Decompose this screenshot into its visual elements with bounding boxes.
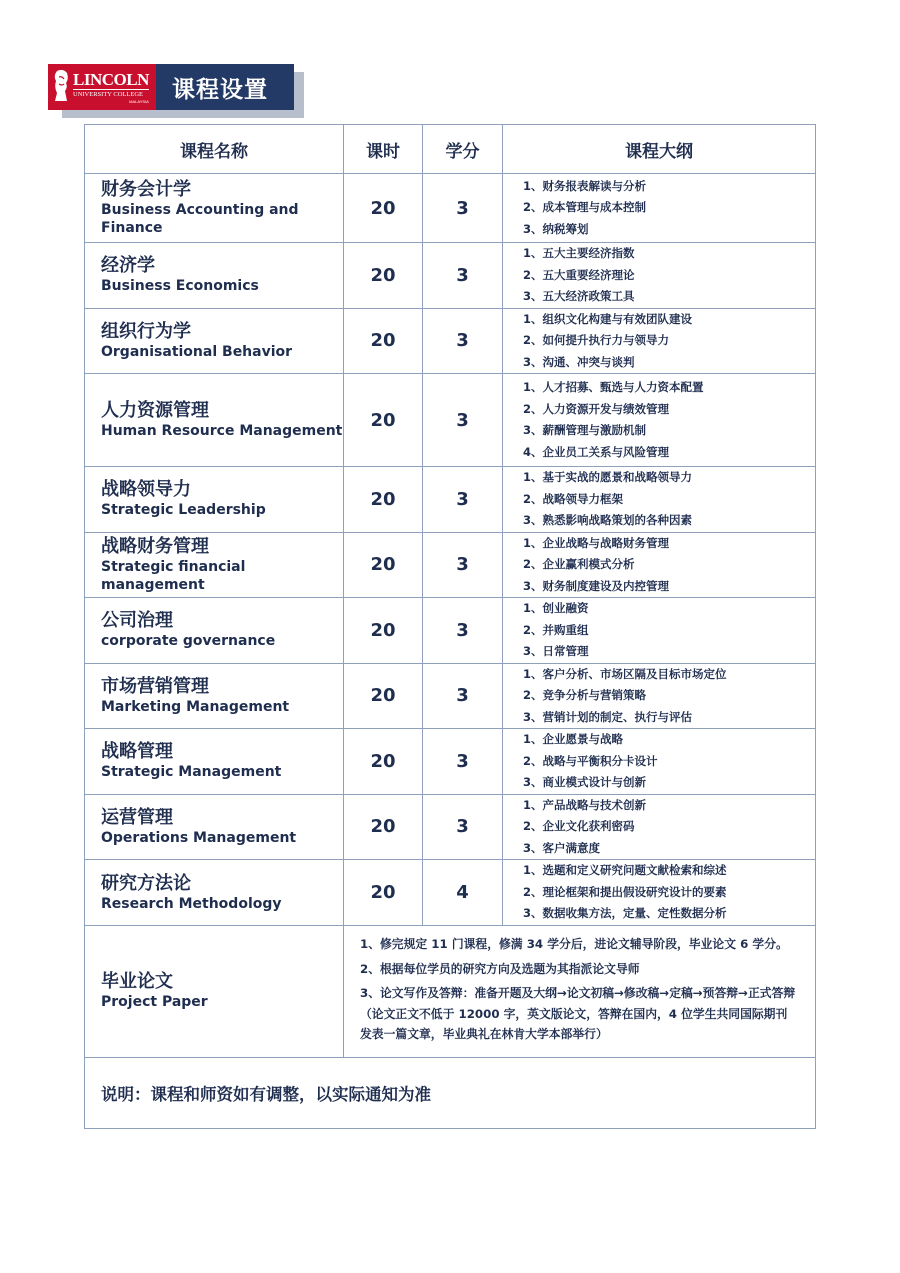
course-name-cell — [85, 532, 344, 598]
note-row — [85, 1057, 816, 1128]
paper-line: 2、根据每位学员的研究方向及选题为其指派论文导师 — [360, 961, 640, 976]
header-credits: 学分 — [423, 125, 503, 174]
paper-line: 3、论文写作及答辩：准备开题及大纲→论文初稿→修改稿→定稿→预答辩→正式答辩（论文正文不低于 12000 字，英文版论文，答辩在国内，4 位学生共同国际期刊发表一篇文章，毕业典礼在林肯大学本部举行） — [360, 986, 796, 1041]
outline-item: 1、企业愿景与战略 — [523, 732, 624, 746]
outline-item: 3、客户满意度 — [523, 840, 601, 855]
course-name-cell — [85, 174, 344, 243]
course-hours: 20 — [344, 598, 423, 664]
outline-item: 1、五大主要经济指数 — [523, 246, 635, 260]
course-title-en: corporate governance — [101, 633, 276, 650]
course-outline — [503, 532, 816, 598]
outline-item: 2、五大重要经济理论 — [523, 267, 635, 282]
course-title-cn: 财务会计学 — [101, 179, 191, 200]
paper-line: 1、修完规定 11 门课程，修满 34 学分后，进论文辅导阶段，毕业论文 6 学分。 — [360, 937, 788, 951]
course-title-en: Research Methodology — [101, 895, 282, 912]
course-outline — [503, 243, 816, 309]
outline-item: 3、五大经济政策工具 — [523, 289, 635, 303]
outline-item: 2、人力资源开发与绩效管理 — [523, 401, 670, 416]
course-title-en: Business Accounting and Finance — [101, 202, 299, 236]
course-credits: 3 — [423, 794, 503, 860]
course-outline — [503, 374, 816, 467]
course-hours: 20 — [344, 729, 423, 795]
paper-row — [85, 926, 816, 1058]
course-title-cn: 经济学 — [101, 255, 155, 277]
outline-item: 1、客户分析、市场区隔及目标市场定位 — [523, 666, 727, 681]
course-row — [85, 860, 816, 926]
course-title-en: Strategic financial management — [101, 558, 246, 593]
course-hours: 20 — [344, 532, 423, 598]
course-row — [85, 532, 816, 598]
outline-item: 2、成本管理与成本控制 — [523, 200, 647, 215]
course-outline — [503, 663, 816, 729]
course-hours: 20 — [344, 663, 423, 729]
outline-item: 1、创业融资 — [523, 601, 589, 615]
course-name-cell — [85, 663, 344, 729]
course-title-cn: 战略领导力 — [101, 479, 191, 501]
course-credits: 3 — [423, 467, 503, 533]
course-outline — [503, 598, 816, 664]
outline-item: 1、基于实战的愿景和战略领导力 — [523, 470, 692, 484]
course-row — [85, 243, 816, 309]
outline-item: 1、组织文化构建与有效团队建设 — [523, 311, 692, 326]
header-outline: 课程大纲 — [503, 125, 816, 174]
course-title-en: Human Resource Management — [101, 423, 343, 439]
course-hours: 20 — [344, 174, 423, 243]
paper-name-cell — [85, 926, 344, 1058]
course-credits: 3 — [423, 598, 503, 664]
header-course-name: 课程名称 — [85, 125, 344, 174]
course-row — [85, 308, 816, 374]
course-outline — [503, 174, 816, 243]
course-credits: 3 — [423, 308, 503, 374]
course-outline — [503, 860, 816, 926]
course-credits: 3 — [423, 374, 503, 467]
course-row — [85, 663, 816, 729]
outline-item: 3、日常管理 — [523, 644, 589, 658]
course-credits: 3 — [423, 663, 503, 729]
course-row — [85, 374, 816, 467]
course-title-en: Marketing Management — [101, 698, 290, 715]
course-row — [85, 794, 816, 860]
outline-item: 2、竞争分析与营销策略 — [523, 688, 647, 702]
paper-title-en: Project Paper — [101, 994, 208, 1011]
outline-item: 2、战略与平衡积分卡设计 — [523, 753, 658, 768]
outline-item: 1、企业战略与战略财务管理 — [523, 535, 670, 550]
outline-item: 1、选题和定义研究问题文献检索和综述 — [523, 863, 727, 878]
outline-item: 1、产品战略与技术创新 — [523, 797, 647, 812]
adjustment-note: 说明：课程和师资如有调整，以实际通知为准 — [85, 1057, 816, 1128]
course-row — [85, 729, 816, 795]
course-title-cn: 人力资源管理 — [101, 400, 209, 421]
outline-item: 2、战略领导力框架 — [523, 491, 624, 506]
course-credits: 3 — [423, 729, 503, 795]
outline-item: 3、数据收集方法，定量、定性数据分析 — [523, 906, 727, 921]
header-hours: 课时 — [344, 125, 423, 174]
course-title-en: Strategic Leadership — [101, 502, 266, 519]
course-title-en: Business Economics — [101, 278, 259, 295]
page-title: 课程设置 — [172, 76, 268, 103]
course-credits: 3 — [423, 174, 503, 243]
course-title-cn: 运营管理 — [101, 806, 173, 828]
course-credits: 3 — [423, 532, 503, 598]
course-title-cn: 公司治理 — [101, 610, 173, 632]
course-hours: 20 — [344, 308, 423, 374]
course-row — [85, 598, 816, 664]
lincoln-head-icon — [51, 67, 71, 107]
outline-item: 1、财务报表解读与分析 — [523, 178, 647, 193]
header-banner — [48, 64, 294, 110]
course-title-cn: 研究方法论 — [101, 872, 191, 894]
outline-item: 2、企业赢利模式分析 — [523, 557, 635, 571]
course-credits: 4 — [423, 860, 503, 926]
course-name-cell — [85, 860, 344, 926]
course-outline — [503, 308, 816, 374]
course-name-cell — [85, 243, 344, 309]
course-hours: 20 — [344, 860, 423, 926]
course-name-cell — [85, 729, 344, 795]
course-title-cn: 组织行为学 — [101, 320, 191, 342]
course-outline — [503, 729, 816, 795]
course-hours: 20 — [344, 374, 423, 467]
course-name-cell — [85, 794, 344, 860]
course-hours: 20 — [344, 467, 423, 533]
course-hours: 20 — [344, 794, 423, 860]
outline-item: 4、企业员工关系与风险管理 — [523, 444, 670, 459]
outline-item: 3、营销计划的制定、执行与评估 — [523, 709, 692, 724]
outline-item: 1、人才招募、甄选与人力资本配置 — [523, 380, 704, 394]
course-name-cell — [85, 467, 344, 533]
outline-item: 3、纳税筹划 — [523, 221, 589, 236]
table-header-row — [85, 125, 816, 174]
course-name-cell — [85, 374, 344, 467]
outline-item: 2、如何提升执行力与领导力 — [523, 333, 670, 347]
outline-item: 3、商业模式设计与创新 — [523, 775, 647, 789]
course-credits: 3 — [423, 243, 503, 309]
outline-item: 3、熟悉影响战略策划的各种因素 — [523, 513, 692, 527]
outline-item: 3、沟通、冲突与谈判 — [523, 354, 635, 369]
course-title-cn: 市场营销管理 — [101, 675, 209, 697]
outline-item: 3、薪酬管理与激励机制 — [523, 423, 647, 437]
logo-subtitle: UNIVERSITY COLLEGE — [73, 89, 149, 99]
logo-word: LINCOLN — [73, 69, 149, 89]
course-title-en: Organisational Behavior — [101, 343, 293, 360]
course-name-cell — [85, 308, 344, 374]
course-title-en: Operations Management — [101, 829, 297, 846]
course-outline — [503, 794, 816, 860]
lincoln-logo — [48, 64, 156, 110]
paper-requirements — [344, 926, 816, 1058]
logo-country: MALAYSIA — [129, 98, 149, 104]
course-hours: 20 — [344, 243, 423, 309]
outline-item: 3、财务制度建设及内控管理 — [523, 578, 670, 593]
course-table — [84, 124, 816, 1129]
course-outline — [503, 467, 816, 533]
course-row — [85, 174, 816, 243]
outline-item: 2、企业文化获利密码 — [523, 819, 635, 833]
course-name-cell — [85, 598, 344, 664]
course-title-en: Strategic Management — [101, 764, 282, 781]
course-row — [85, 467, 816, 533]
course-title-cn: 战略财务管理 — [101, 535, 209, 557]
course-title-cn: 战略管理 — [101, 741, 173, 763]
outline-item: 2、并购重组 — [523, 622, 589, 637]
paper-title-cn: 毕业论文 — [101, 971, 173, 993]
outline-item: 2、理论框架和提出假设研究设计的要素 — [523, 884, 727, 899]
